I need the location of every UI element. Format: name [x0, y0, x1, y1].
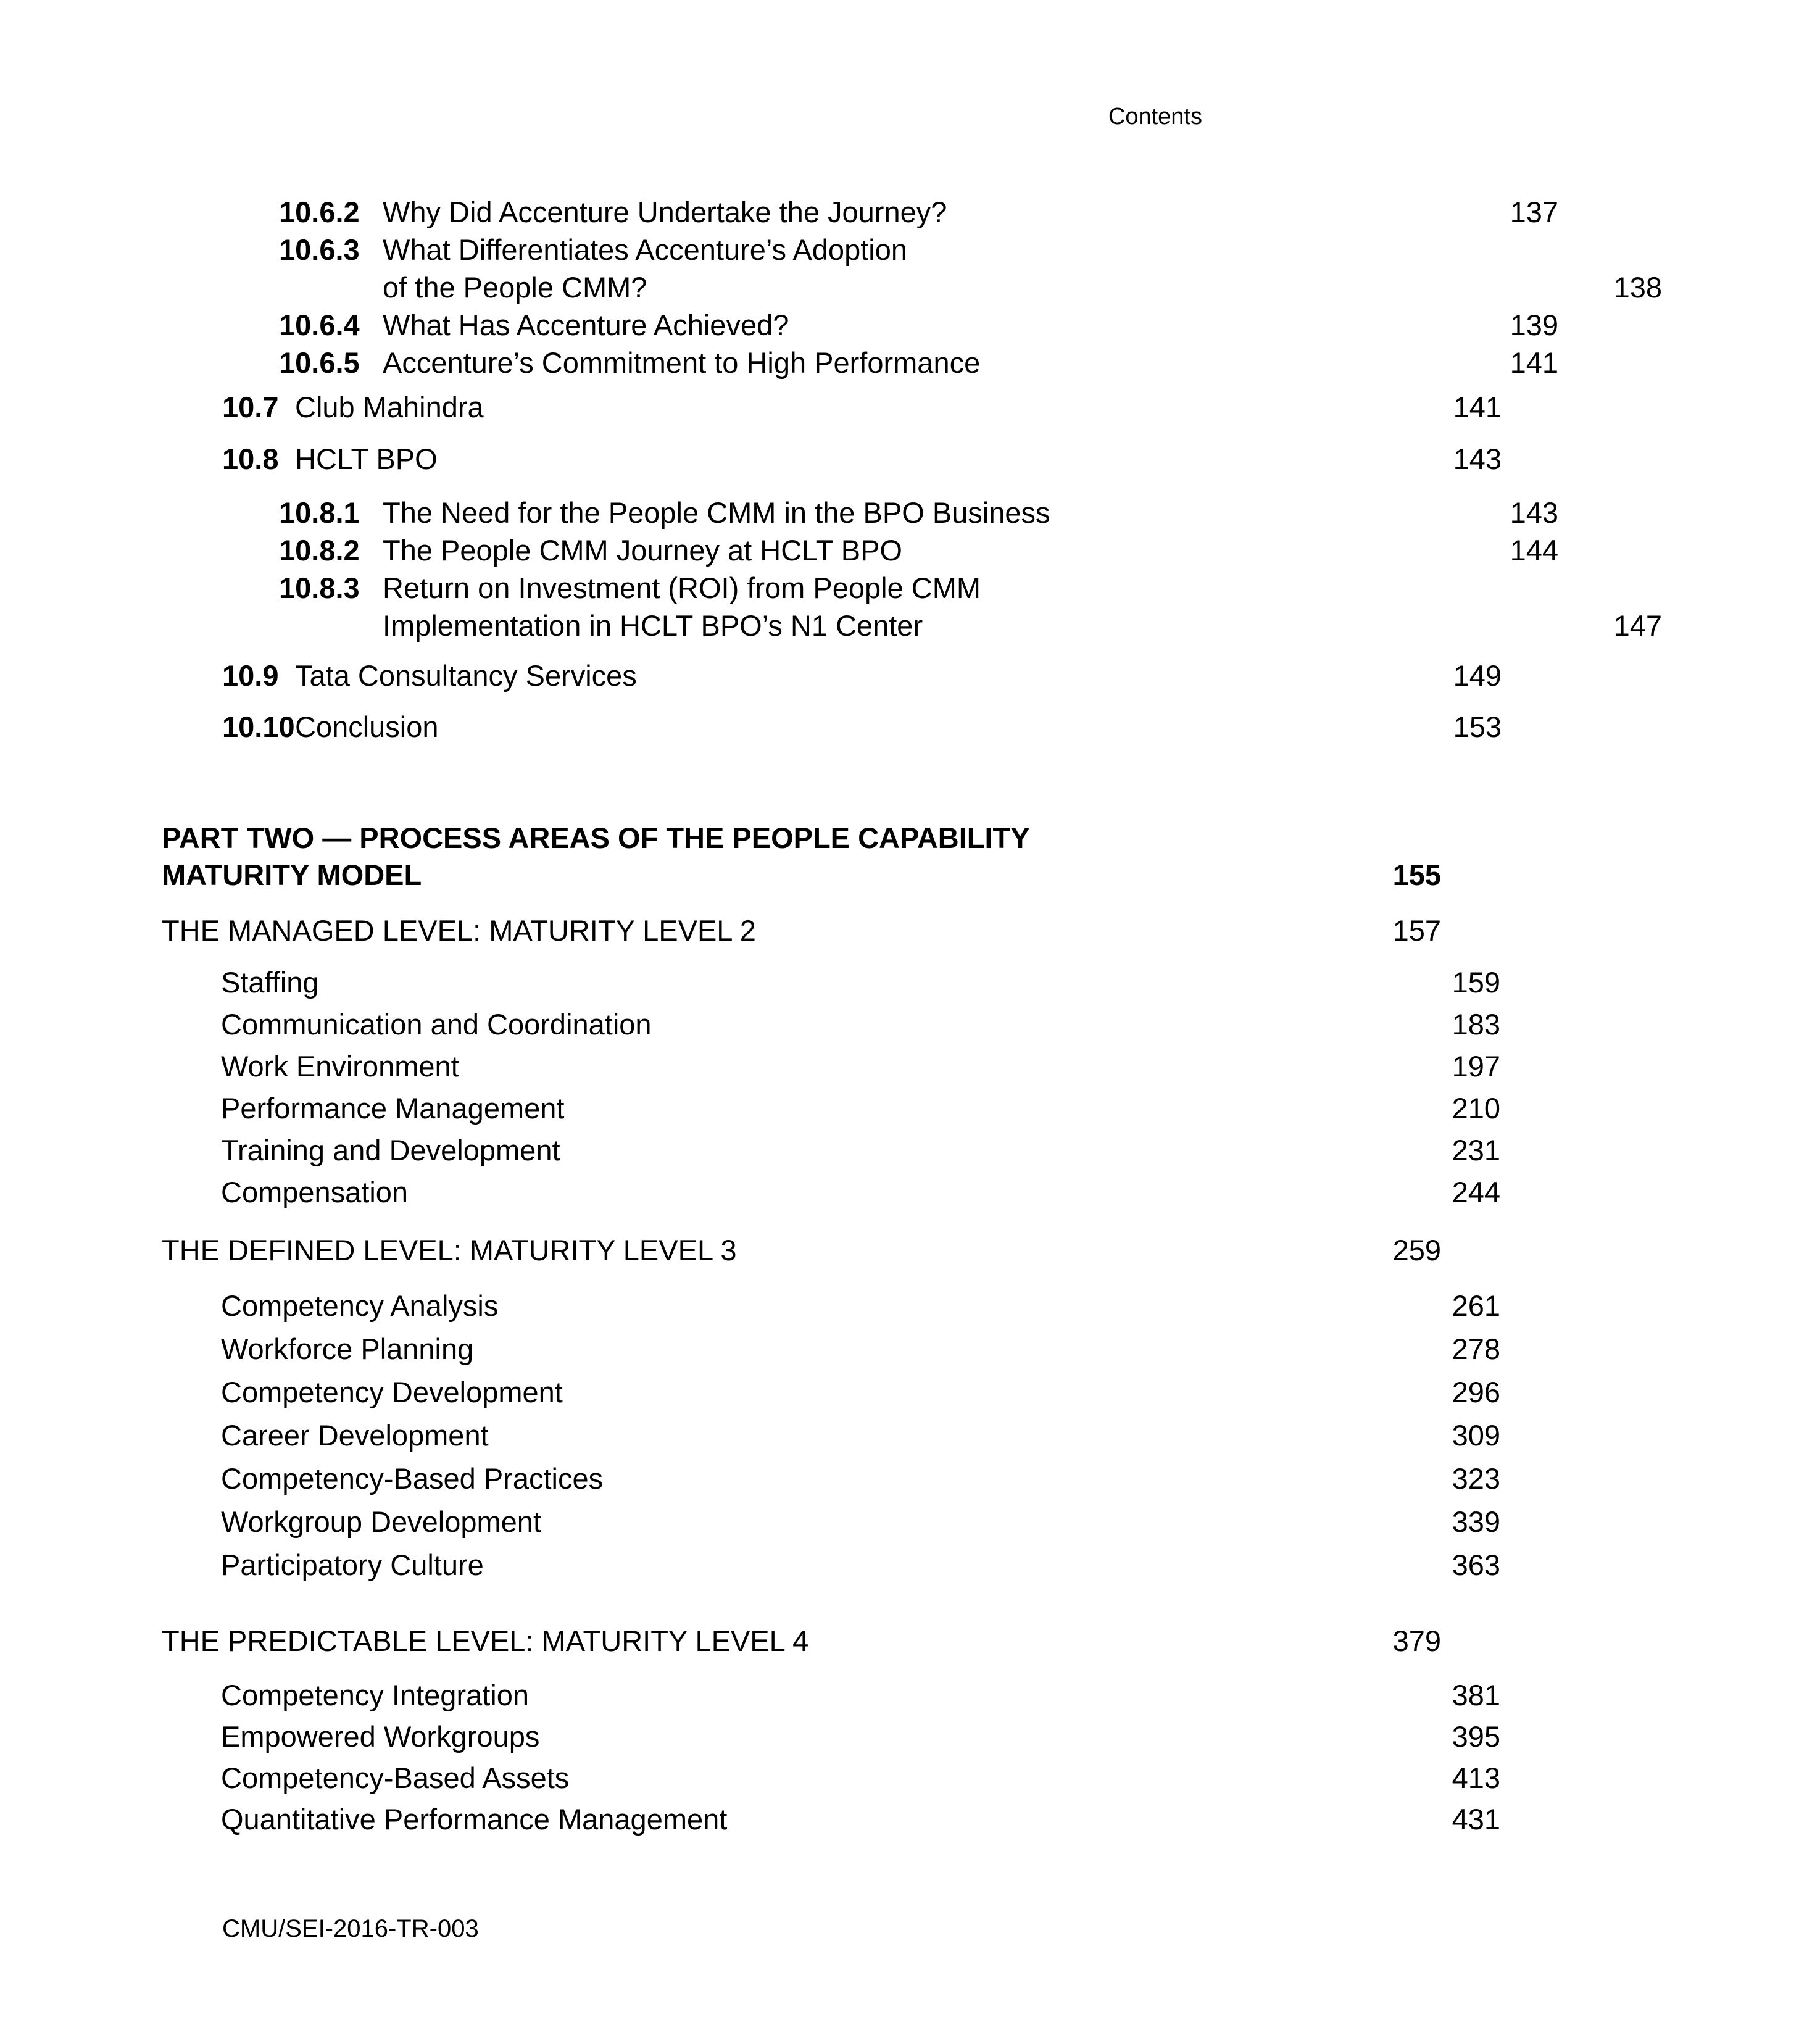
toc-entry	[0, 1805, 1658, 1834]
toc-entry-title: MATURITY MODEL	[162, 859, 422, 891]
toc-entry-title: Club Mahindra	[295, 391, 484, 423]
toc-entry	[0, 573, 1716, 602]
toc-entry	[0, 536, 1716, 565]
toc-entry-title: Empowered Workgroups	[221, 1720, 540, 1753]
toc-entry	[0, 968, 1658, 997]
toc-page-number: 323	[1452, 1462, 1500, 1495]
running-header-contents: Contents	[1108, 104, 1202, 130]
toc-entry	[0, 444, 1660, 473]
toc-entry-title: The Need for the People CMM in the BPO Business	[383, 496, 1050, 529]
toc-page-number: 259	[1392, 1234, 1441, 1266]
toc-part-heading	[0, 860, 1599, 889]
toc-entry-continuation	[0, 611, 1820, 640]
toc-page-number: 309	[1452, 1419, 1500, 1452]
toc-entry-title: Competency-Based Assets	[221, 1761, 570, 1794]
toc-page-number: 183	[1452, 1008, 1500, 1041]
toc-page-number: 144	[1510, 534, 1558, 567]
toc-page-number: 395	[1452, 1720, 1500, 1753]
toc-entry-title: THE MANAGED LEVEL: MATURITY LEVEL 2	[162, 914, 756, 947]
toc-page-number: 159	[1452, 966, 1500, 999]
toc-maturity-level-heading	[0, 916, 1599, 945]
toc-page-number: 138	[1613, 271, 1662, 304]
toc-entry-title: What Differentiates Accenture’s Adoption	[383, 233, 907, 266]
toc-entry	[0, 235, 1716, 264]
toc-entry	[0, 198, 1716, 227]
toc-entry-title: THE DEFINED LEVEL: MATURITY LEVEL 3	[162, 1234, 737, 1266]
toc-entry	[0, 1421, 1658, 1450]
toc-entry-number: 10.8.1	[279, 496, 360, 529]
toc-entry-title: Participatory Culture	[221, 1549, 484, 1581]
toc-entry-number: 10.8	[222, 443, 279, 475]
toc-page-number: 147	[1613, 609, 1662, 642]
toc-page-number: 431	[1452, 1803, 1500, 1836]
toc-maturity-level-heading	[0, 1626, 1599, 1655]
toc-entry-title: of the People CMM?	[383, 271, 647, 304]
toc-entry-title: Staffing	[221, 966, 319, 999]
toc-entry	[0, 1291, 1658, 1320]
toc-entry	[0, 712, 1660, 741]
toc-entry	[0, 1178, 1658, 1207]
toc-page-number: 339	[1452, 1505, 1500, 1538]
toc-page-number: 413	[1452, 1761, 1500, 1794]
toc-entry-number: 10.7	[222, 391, 279, 423]
toc-entry-title: Competency Analysis	[221, 1289, 499, 1322]
toc-entry-title: Quantitative Performance Management	[221, 1803, 728, 1836]
toc-entry-number: 10.8.3	[279, 572, 360, 604]
toc-page-number: 143	[1453, 443, 1502, 475]
toc-entry	[0, 348, 1716, 377]
toc-page-number: 381	[1452, 1679, 1500, 1711]
toc-entry-title: Workgroup Development	[221, 1505, 541, 1538]
toc-entry-title: Work Environment	[221, 1050, 459, 1083]
toc-entry	[0, 1052, 1658, 1081]
toc-entry-number: 10.6.3	[279, 233, 360, 266]
toc-entry-title: Performance Management	[221, 1092, 565, 1125]
toc-entry	[0, 1763, 1658, 1792]
toc-part-heading	[0, 823, 1599, 852]
toc-entry-number: 10.8.2	[279, 534, 360, 567]
toc-entry-title: Communication and Coordination	[221, 1008, 652, 1041]
toc-entry-number: 10.6.4	[279, 309, 360, 341]
toc-page-number: 278	[1452, 1333, 1500, 1365]
toc-entry	[0, 1378, 1658, 1407]
toc-entry-number: 10.6.2	[279, 196, 360, 228]
toc-page-number: 149	[1453, 659, 1502, 692]
toc-entry	[0, 1094, 1658, 1123]
toc-entry-title: THE PREDICTABLE LEVEL: MATURITY LEVEL 4	[162, 1624, 809, 1657]
toc-entry-number: 10.9	[222, 659, 279, 692]
toc-entry-title: Career Development	[221, 1419, 489, 1452]
toc-entry-title: Competency Integration	[221, 1679, 530, 1711]
toc-entry-title: Training and Development	[221, 1134, 560, 1166]
toc-entry	[0, 1334, 1658, 1363]
toc-entry-title: Competency Development	[221, 1376, 563, 1408]
toc-page-number: 139	[1510, 309, 1558, 341]
toc-entry	[0, 498, 1716, 527]
toc-entry	[0, 310, 1716, 339]
toc-entry-title: Return on Investment (ROI) from People CMM	[383, 572, 981, 604]
toc-maturity-level-heading	[0, 1236, 1599, 1265]
toc-entry	[0, 1550, 1658, 1579]
toc-page-number: 141	[1453, 391, 1502, 423]
toc-entry-title: Implementation in HCLT BPO’s N1 Center	[383, 609, 923, 642]
toc-page-number: 197	[1452, 1050, 1500, 1083]
toc-entry-title: Workforce Planning	[221, 1333, 474, 1365]
toc-page-number: 231	[1452, 1134, 1500, 1166]
toc-entry-title: PART TWO — PROCESS AREAS OF THE PEOPLE CAPABILITY	[162, 821, 1030, 854]
toc-entry-title: Compensation	[221, 1176, 409, 1208]
toc-entry-continuation	[0, 273, 1820, 302]
report-number-footer: CMU/SEI-2016-TR-003	[222, 1915, 479, 1942]
toc-entry	[0, 1010, 1658, 1039]
toc-page-number: 143	[1510, 496, 1558, 529]
toc-entry-title: Accenture’s Commitment to High Performance	[383, 346, 981, 379]
toc-entry-title: What Has Accenture Achieved?	[383, 309, 789, 341]
toc-page-number: 244	[1452, 1176, 1500, 1208]
toc-page-number: 137	[1510, 196, 1558, 228]
toc-entry	[0, 1507, 1658, 1536]
toc-page-number: 141	[1510, 346, 1558, 379]
toc-entry-number: 10.10	[222, 710, 295, 743]
toc-page-number: 157	[1392, 914, 1441, 947]
toc-entry	[0, 1722, 1658, 1751]
toc-page-number: 363	[1452, 1549, 1500, 1581]
toc-entry	[0, 1136, 1658, 1165]
toc-entry-title: The People CMM Journey at HCLT BPO	[383, 534, 902, 567]
toc-page-number: 153	[1453, 710, 1502, 743]
toc-page-number: 155	[1392, 859, 1441, 891]
toc-entry-title: Why Did Accenture Undertake the Journey?	[383, 196, 947, 228]
toc-entry	[0, 1681, 1658, 1710]
toc-page-number: 261	[1452, 1289, 1500, 1322]
toc-entry-title: Competency-Based Practices	[221, 1462, 604, 1495]
toc-page-number: 379	[1392, 1624, 1441, 1657]
toc-page-number: 296	[1452, 1376, 1500, 1408]
toc-page-number: 210	[1452, 1092, 1500, 1125]
toc-entry	[0, 393, 1660, 422]
toc-entry	[0, 661, 1660, 690]
toc-entry-title: Conclusion	[295, 710, 439, 743]
toc-entry-number: 10.6.5	[279, 346, 360, 379]
toc-entry-title: HCLT BPO	[295, 443, 438, 475]
toc-entry-title: Tata Consultancy Services	[295, 659, 637, 692]
toc-entry	[0, 1464, 1658, 1493]
